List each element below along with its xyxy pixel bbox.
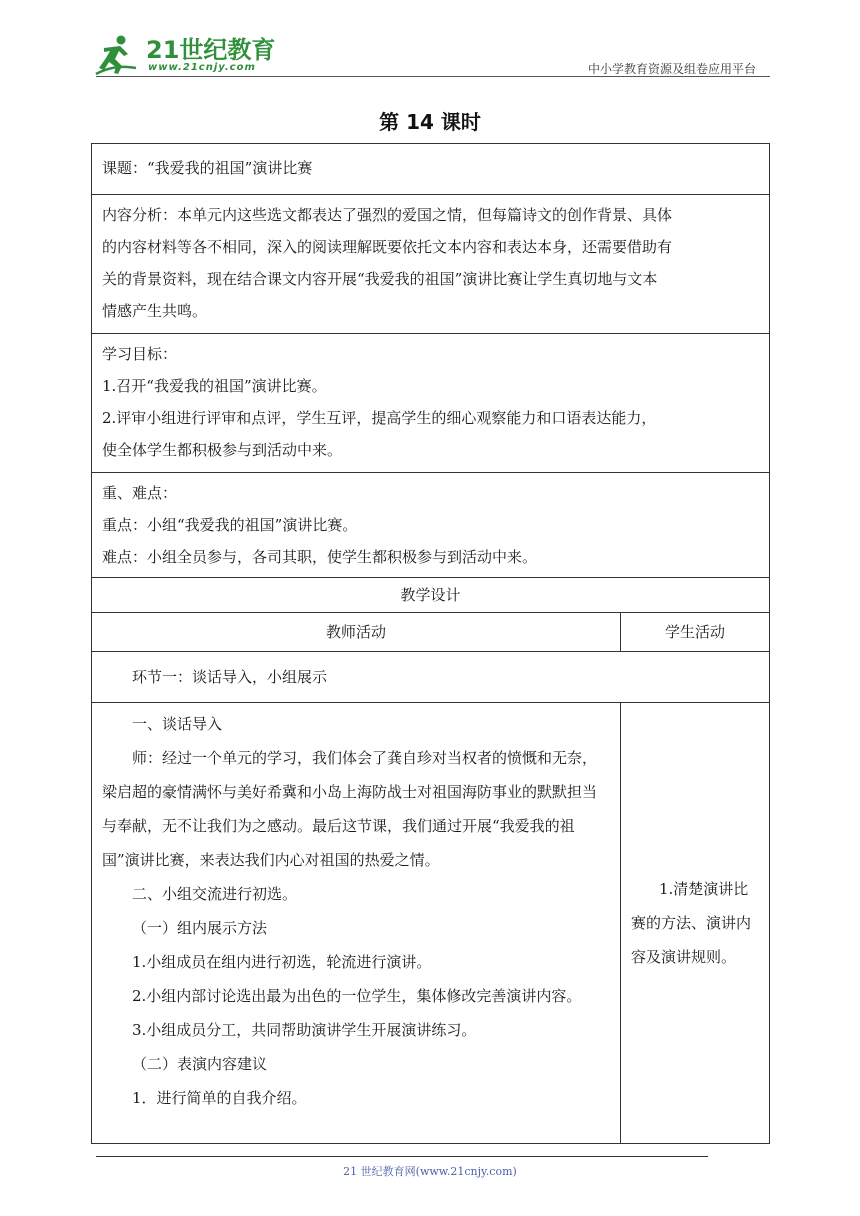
analysis-line: 内容分析：本单元内这些选文都表达了强烈的爱国之情，但每篇诗文的创作背景、具体 [102,206,673,224]
teacher-content-line: 师：经过一个单元的学习，我们体会了龚自珍对当权者的愤慨和无奈，梁启超的豪情满怀与美好希冀和小岛上海防战士对祖国海防事业的默默担当与奉献，无不让我们为之感动。最后这节课，我们通过开展“我爱我的祖国”演讲比赛，来表达我们内心对祖国的热爱之情。 [102,749,598,869]
logo-text: 21世纪教育 [146,36,276,64]
analysis-row [92,195,770,334]
activity-heading-row [92,613,770,652]
analysis-line: 关的背景资料，现在结合课文内容开展“我爱我的祖国”演讲比赛让学生真切地与文本 [102,270,658,288]
section-one-row [92,652,770,703]
teacher-content-line: 3.小组成员分工，共同帮助演讲学生开展演讲练习。 [132,1021,477,1039]
teacher-content-line: 1．进行简单的自我介绍。 [132,1089,307,1107]
objective-item: 使全体学生都积极参与到活动中来。 [102,441,343,459]
teacher-content-line: （二）表演内容建议 [132,1055,268,1073]
student-heading-cell [621,613,770,652]
teacher-activity-heading: 教师活动 [325,623,386,641]
analysis-line: 的内容材料等各不相同，深入的阅读理解既要依托文本内容和表达本身，还需要借助有 [102,238,673,256]
student-content-cell [621,703,770,1144]
teacher-heading-cell [92,613,621,652]
footer-divider [96,1156,708,1157]
student-activity-heading: 学生活动 [664,623,725,641]
page-header [90,30,770,82]
design-heading: 教学设计 [400,586,461,604]
objectives-row [92,334,770,473]
keypoint-item: 重点：小组“我爱我的祖国”演讲比赛。 [102,516,358,534]
keypoints-row [92,473,770,578]
logo-url: www.21cnjy.com [148,62,256,73]
teacher-content-cell [92,703,621,1144]
section-one-cell [92,652,770,703]
keypoints-cell [92,473,770,578]
header-divider [96,76,770,77]
topic-row [92,144,770,195]
analysis-line: 情感产生共鸣。 [102,302,208,320]
teacher-content-line: （一）组内展示方法 [132,919,268,937]
keypoints-heading: 重、难点： [102,484,178,502]
objectives-heading: 学习目标： [102,345,178,363]
objective-item: 2.评审小组进行评审和点评，学生互评，提高学生的细心观察能力和口语表达能力， [102,409,657,427]
design-heading-cell [92,578,770,613]
objective-item: 1.召开“我爱我的祖国”演讲比赛。 [102,377,327,395]
keypoint-item: 难点：小组全员参与，各司其职，使学生都积极参与到活动中来。 [102,548,538,566]
topic-text: 课题：“我爱我的祖国”演讲比赛 [102,159,313,177]
section-one-title: 环节一：谈话导入，小组展示 [132,668,328,686]
teacher-content-line: 二、小组交流进行初选。 [132,885,298,903]
footer-text[interactable]: 21 世纪教育网(www.21cnjy.com) [343,1165,517,1178]
design-heading-row [92,578,770,613]
activity-content-row [92,703,770,1144]
student-content-text: 1.清楚演讲比赛的方法、演讲内容及演讲规则。 [631,880,752,966]
site-logo[interactable] [94,34,294,78]
teacher-content-line: 一、谈话导入 [132,715,223,733]
runner-logo-icon [94,34,138,76]
lesson-plan-table [91,143,770,1144]
analysis-cell [92,195,770,334]
platform-tagline: 中小学教育资源及组卷应用平台 [587,62,756,76]
page-title: 第 14 课时 [379,110,481,134]
teacher-content-line: 1.小组成员在组内进行初选，轮流进行演讲。 [132,953,432,971]
teacher-content-line: 2.小组内部讨论选出最为出色的一位学生，集体修改完善演讲内容。 [132,987,582,1005]
objectives-cell [92,334,770,473]
topic-cell [92,144,770,195]
